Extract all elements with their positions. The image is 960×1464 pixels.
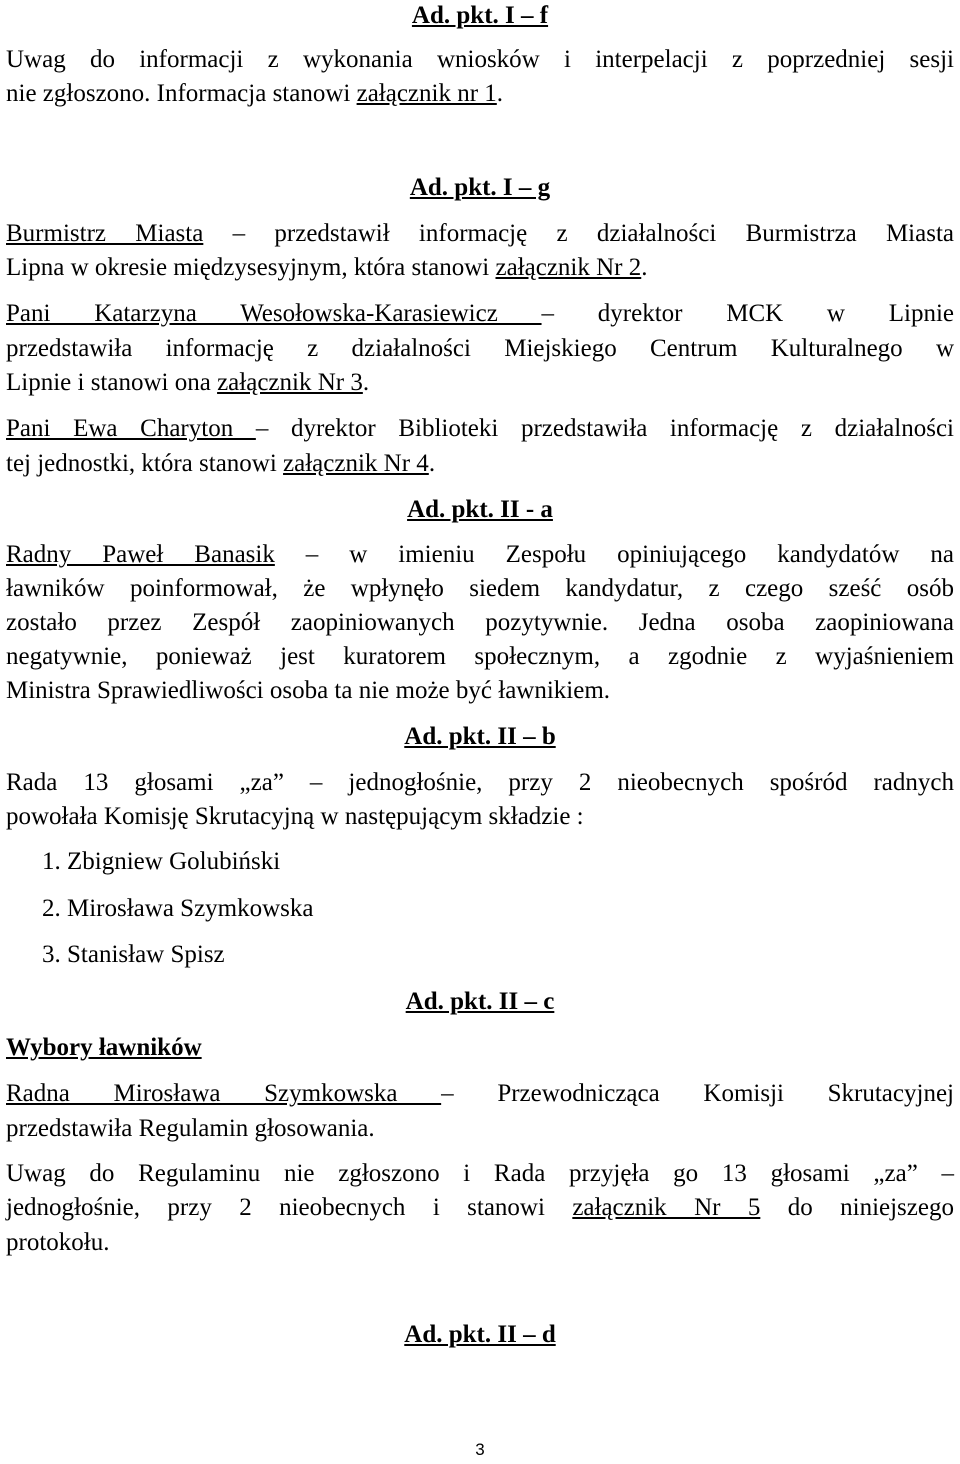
paragraph-line: nie zgłoszono. Informacja stanowi załącznik nr 1. xyxy=(6,80,504,107)
heading-pkt-ii-c: Ad. pkt. II – c xyxy=(405,988,555,1015)
list-item: 3. Stanisław Spisz xyxy=(42,941,225,968)
attachment-link[interactable]: załącznik nr 1 xyxy=(356,80,497,107)
heading-pkt-ii-d: Ad. pkt. II – d xyxy=(404,1321,556,1348)
paragraph-line: jednogłośnie, przy 2 nieobecnych i stanowi załącznik Nr 5 do niniejszego xyxy=(6,1194,954,1221)
page-number: 3 xyxy=(475,1440,485,1459)
heading-pkt-ii-a: Ad. pkt. II - a xyxy=(407,496,553,523)
paragraph-line: tej jednostki, która stanowi załącznik Nr 4. xyxy=(6,450,436,477)
paragraph-line: przedstawiła informację z działalności Miejskiego Centrum Kulturalnego w xyxy=(6,335,954,362)
paragraph-line: Lipna w okresie międzysesyjnym, która stanowi załącznik Nr 2. xyxy=(6,254,648,281)
attachment-link[interactable]: załącznik Nr 5 xyxy=(572,1194,761,1221)
paragraph-line: Radny Paweł Banasik – w imieniu Zespołu opiniującego kandydatów na xyxy=(6,541,954,568)
heading-pkt-ii-b: Ad. pkt. II – b xyxy=(404,723,556,750)
heading-pkt-i-f: Ad. pkt. I – f xyxy=(411,2,549,29)
list-item: 1. Zbigniew Golubiński xyxy=(42,848,281,875)
subheading-wybory-lawnikow: Wybory ławników xyxy=(6,1034,202,1061)
paragraph-line: Rada 13 głosami „za” – jednogłośnie, przy 2 nieobecnych spośród radnych xyxy=(6,769,954,796)
attachment-link[interactable]: załącznik Nr 3 xyxy=(217,369,363,396)
paragraph-line: zostało przez Zespół zaopiniowanych pozytywnie. Jedna osoba zaopiniowana xyxy=(6,609,954,636)
paragraph-line: Pani Katarzyna Wesołowska-Karasiewicz – dyrektor MCK w Lipnie xyxy=(6,300,954,327)
paragraph-line: Pani Ewa Charyton – dyrektor Biblioteki przedstawiła informację z działalności xyxy=(6,415,954,442)
attachment-link[interactable]: załącznik Nr 4 xyxy=(283,450,429,477)
paragraph-line: Lipnie i stanowi ona załącznik Nr 3. xyxy=(6,369,370,396)
paragraph-line: powołała Komisję Skrutacyjną w następującym składzie : xyxy=(6,803,584,830)
attachment-link[interactable]: załącznik Nr 2 xyxy=(495,254,642,281)
paragraph-line: Radna Mirosława Szymkowska – Przewodnicząca Komisji Skrutacyjnej xyxy=(6,1080,954,1107)
paragraph-line: Uwag do Regulaminu nie zgłoszono i Rada przyjęła go 13 głosami „za” – xyxy=(6,1160,954,1187)
paragraph-line: Burmistrz Miasta – przedstawił informację z działalności Burmistrza Miasta xyxy=(6,220,954,247)
paragraph-line: protokołu. xyxy=(6,1229,110,1256)
paragraph-line: Uwag do informacji z wykonania wniosków i interpelacji z poprzedniej sesji xyxy=(6,46,954,73)
paragraph-line: przedstawiła Regulamin głosowania. xyxy=(6,1115,375,1142)
paragraph-line: ławników poinformował, że wpłynęło siedem kandydatur, z czego sześć osób xyxy=(6,575,954,602)
paragraph-line: Ministra Sprawiedliwości osoba ta nie może być ławnikiem. xyxy=(6,677,611,704)
heading-pkt-i-g: Ad. pkt. I – g xyxy=(409,174,551,201)
paragraph-line: negatywnie, ponieważ jest kuratorem społecznym, a zgodnie z wyjaśnieniem xyxy=(6,643,954,670)
list-item: 2. Mirosława Szymkowska xyxy=(42,895,314,922)
